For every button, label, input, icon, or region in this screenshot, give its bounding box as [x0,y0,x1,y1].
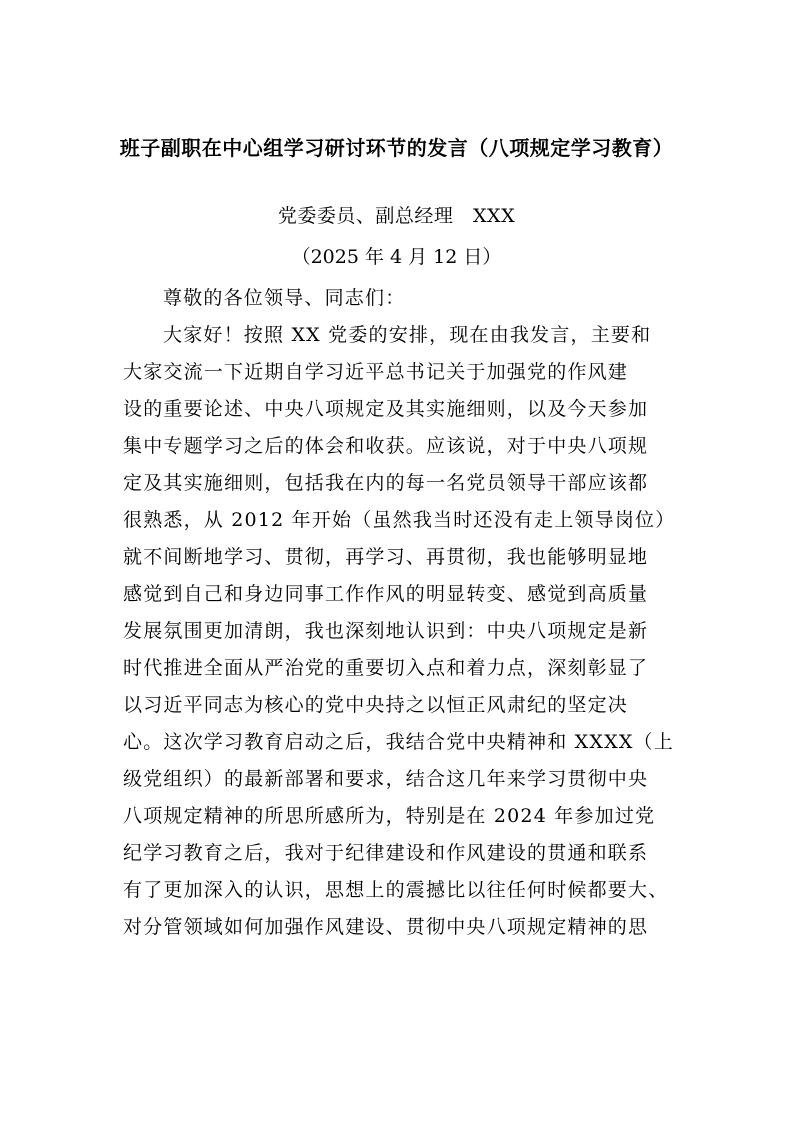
paragraph-line: 设的重要论述、中央八项规定及其实施细则，以及今天参加 [123,398,649,420]
paragraph-line: 心。这次学习教育启动之后，我结合党中央精神和 XXXX（上 [123,731,674,753]
paragraph-line: 时代推进全面从严治党的重要切入点和着力点，深刻彰显了 [123,657,649,679]
date-line: （2025 年 4 月 12 日） [291,246,502,268]
paragraph-line: 很熟悉，从 2012 年开始（虽然我当时还没有走上领导岗位） [123,509,676,531]
paragraph-line: 级党组织）的最新部署和要求，结合这几年来学习贯彻中央 [123,768,649,790]
paragraph-line: 纪学习教育之后，我对于纪律建设和作风建设的贯通和联系 [123,842,649,864]
paragraph-line: 有了更加深入的认识，思想上的震撼比以往任何时候都要大、 [123,879,669,901]
paragraph-line: 感觉到自己和身边同事工作作风的明显转变、感觉到高质量 [123,583,649,605]
paragraph-line: 大家好！按照 XX 党委的安排，现在由我发言，主要和 [163,324,652,346]
author-line: 党委委员、副总经理 XXX [277,205,516,227]
paragraph-line: 八项规定精神的所思所感所为，特别是在 2024 年参加过党 [123,805,656,827]
paragraph-line: 对分管领域如何加强作风建设、贯彻中央八项规定精神的思 [123,916,649,938]
salutation: 尊敬的各位领导、同志们： [163,287,406,309]
body-text [123,280,683,946]
document-title: 班子副职在中心组学习研讨环节的发言（八项规定学习教育） [119,136,674,160]
paragraph-line: 集中专题学习之后的体会和收获。应该说，对于中央八项规 [123,435,649,457]
paragraph-line: 发展氛围更加清朗，我也深刻地认识到：中央八项规定是新 [123,620,649,642]
paragraph-line: 就不间断地学习、贯彻，再学习、再贯彻，我也能够明显地 [123,546,649,568]
paragraph-line: 定及其实施细则，包括我在内的每一名党员领导干部应该都 [123,472,649,494]
paragraph-line: 以习近平同志为核心的党中央持之以恒正风肃纪的坚定决 [123,694,629,716]
paragraph-line: 大家交流一下近期自学习近平总书记关于加强党的作风建 [123,361,629,383]
